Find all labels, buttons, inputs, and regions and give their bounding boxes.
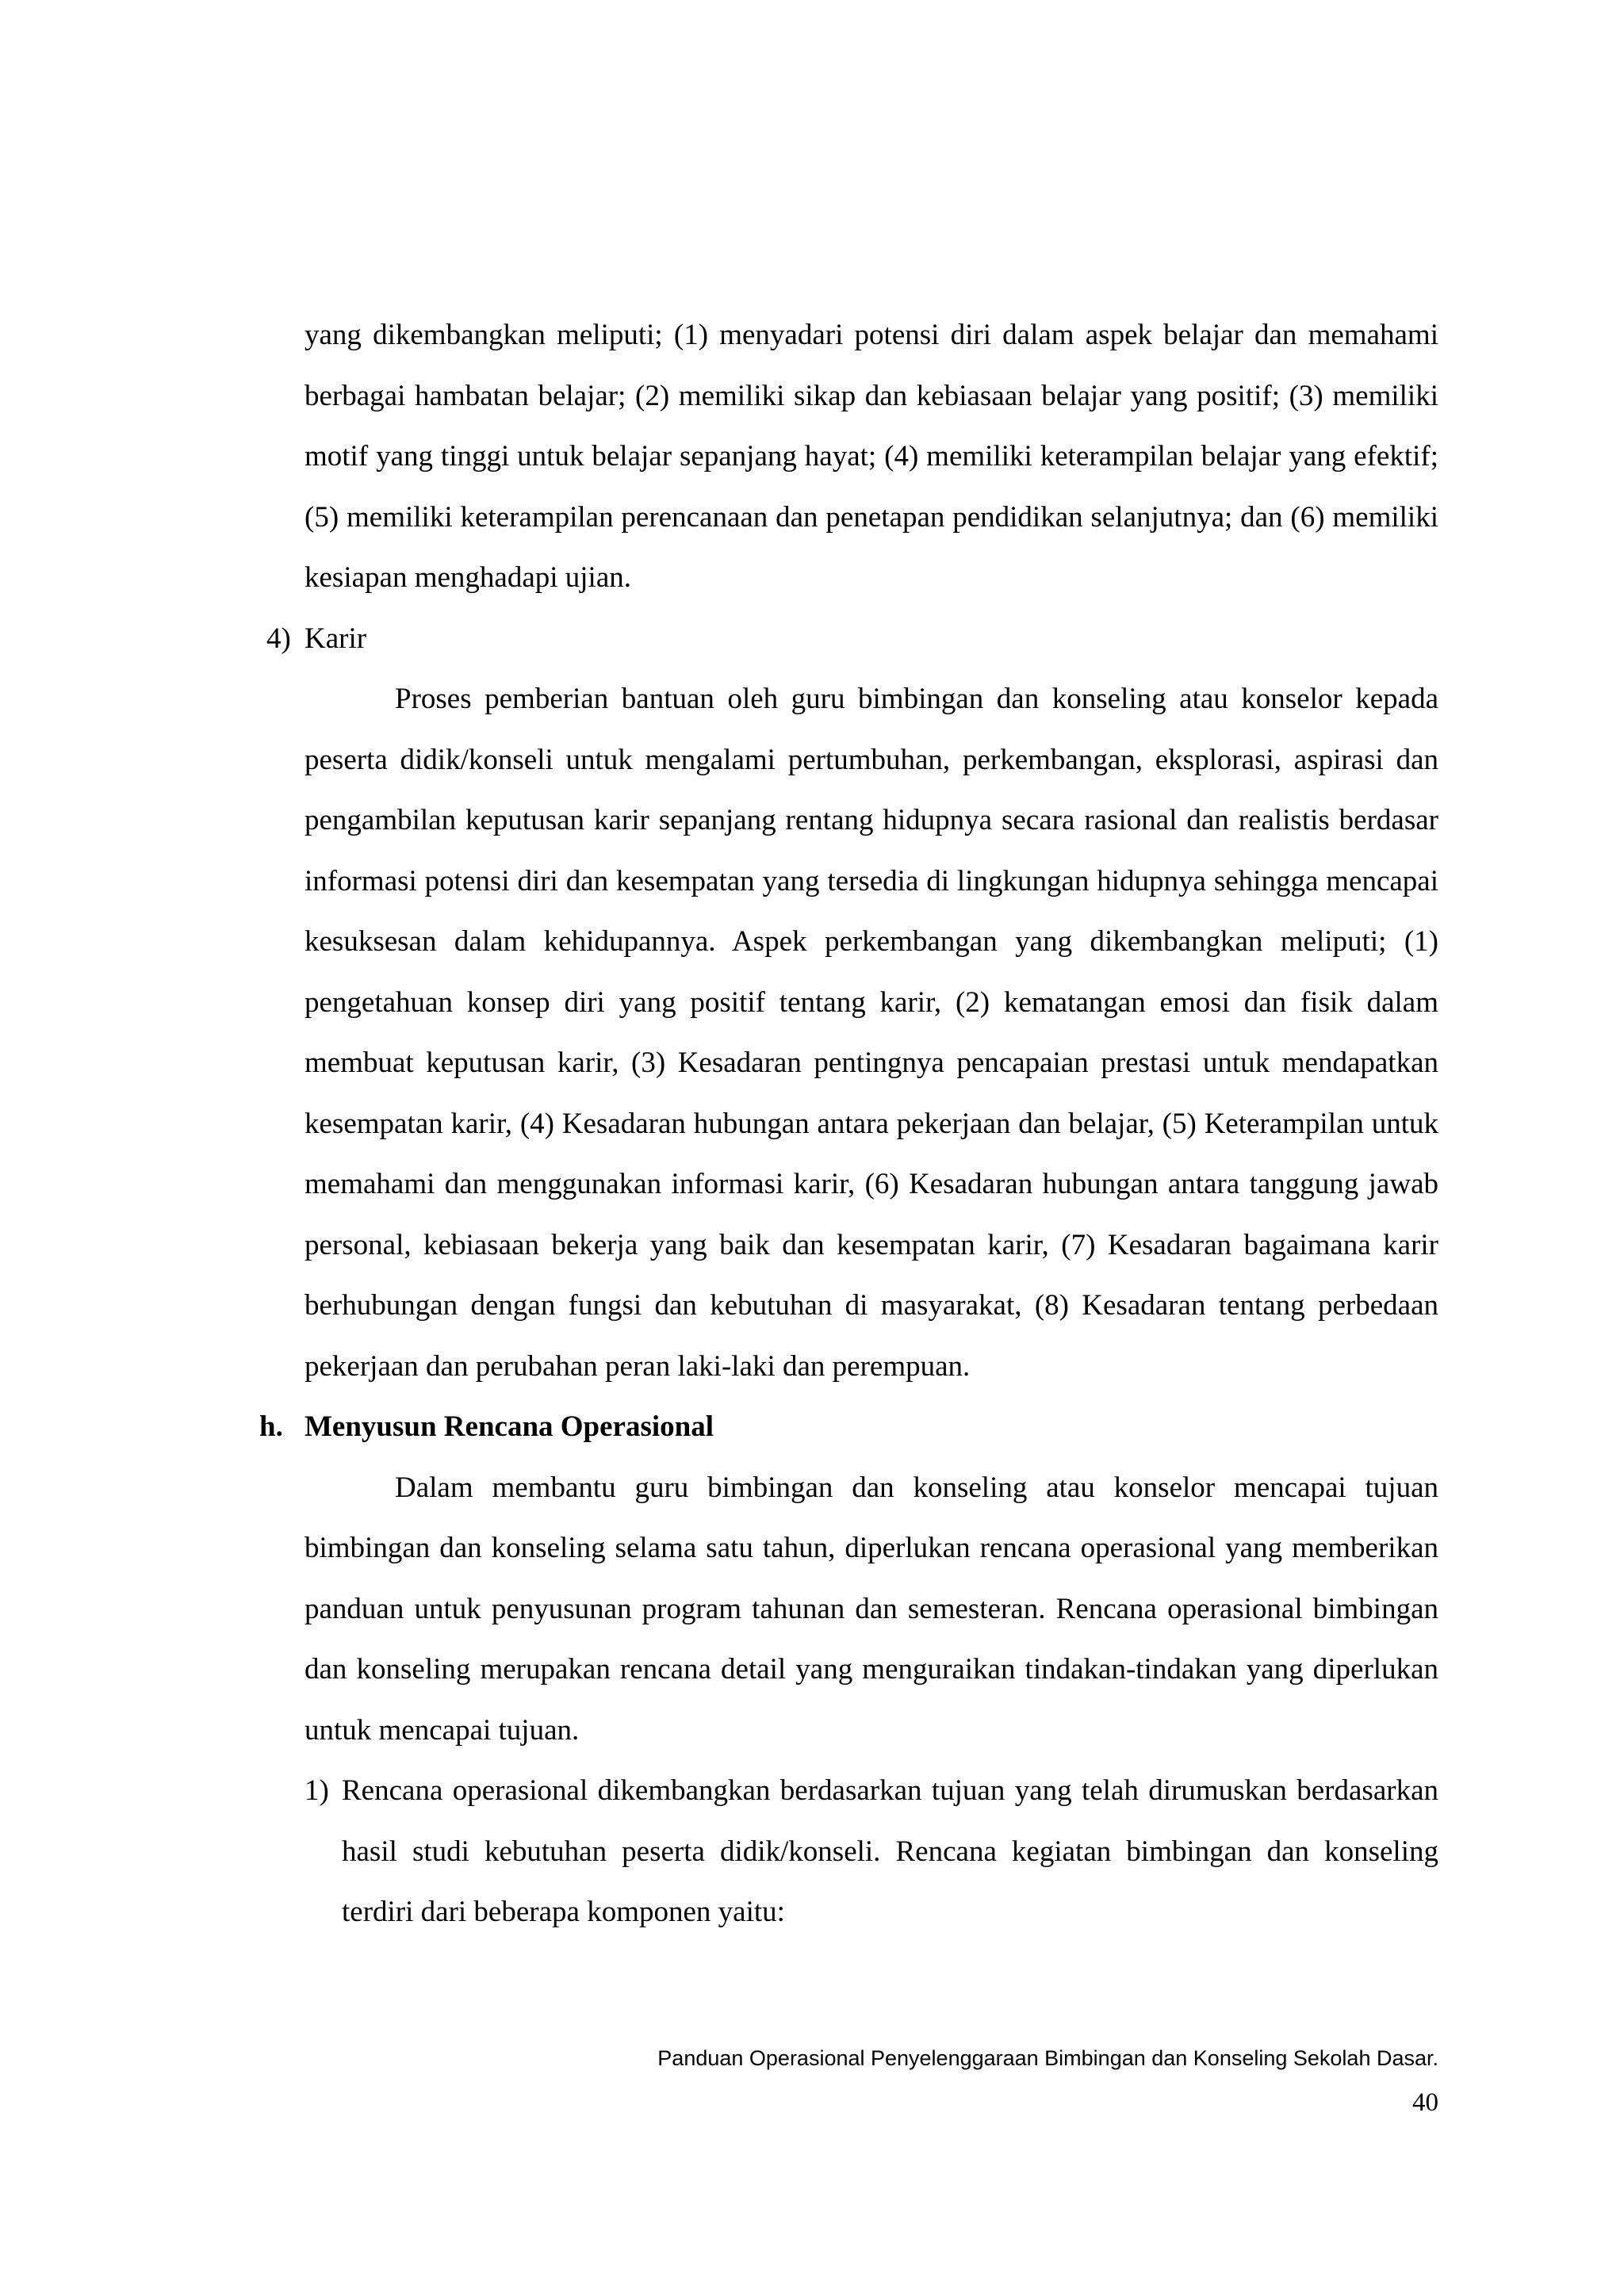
section-h-item-number: 1) (304, 1774, 329, 1807)
section-h-heading (259, 1397, 1438, 1458)
section-h-paragraph: Dalam membantu guru bimbingan dan konseling atau konselor mencapai tujuan bimbingan dan konseling selama satu tahun, diperlukan rencana operasional yang memberikan panduan untuk penyusunan program tahunan dan semesteran. Rencana operasional bimbingan dan konseling merupakan rencana detail yang menguraikan tindakan-tindakan yang diperlukan untuk mencapai tujuan. (304, 1471, 1438, 1747)
karir-item (266, 609, 1438, 1398)
page-footer (626, 2036, 1438, 2126)
karir-paragraph: Proses pemberian bantuan oleh guru bimbingan dan konseling atau konselor kepada peserta didik/konseli untuk mengalami pertumbuhan, perkembangan, eksplorasi, aspirasi dan pengambilan keputusan karir sepanjang rentang hidupnya secara rasional dan realistis berdasar informasi potensi diri dan kesempatan yang tersedia di lingkungan hidupnya sehingga mencapai kesuksesan dalam kehidupannya. Aspek perkembangan yang dikembangkan meliputi; (1) pengetahuan konsep diri yang positif tentang karir, (2) kematangan emosi dan fisik dalam membuat keputusan karir, (3) Kesadaran pentingnya pencapaian prestasi untuk mendapatkan kesempatan karir, (4) Kesadaran hubungan antara pekerjaan dan belajar, (5) Keterampilan untuk memahami dan menggunakan informasi karir, (6) Kesadaran hubungan antara tanggung jawab personal, kebiasaan bekerja yang baik dan kesempatan karir, (7) Kesadaran bagaimana karir berhubungan dengan fungsi dan kebutuhan di masyarakat, (8) Kesadaran tentang perbedaan pekerjaan dan perubahan peran laki-laki dan perempuan. (304, 683, 1438, 1383)
section-h-list-item (304, 1761, 1438, 1943)
page-number: 40 (1412, 2088, 1438, 2117)
footer-title: Panduan Operasional Penyelenggaraan Bimbingan dan Konseling Sekolah Dasar. (657, 2046, 1438, 2070)
karir-number: 4) (266, 622, 291, 655)
karir-title: Karir (304, 622, 367, 655)
section-h-item-text: Rencana operasional dikembangkan berdasarkan tujuan yang telah dirumuskan berdasarkan hasil studi kebutuhan peserta didik/konseli. Rencana kegiatan bimbingan dan konseling terdiri dari beberapa komponen yaitu: (342, 1774, 1438, 1928)
page-body (259, 305, 1438, 1943)
intro-paragraph: yang dikembangkan meliputi; (1) menyadari potensi diri dalam aspek belajar dan memahami berbagai hambatan belajar; (2) memiliki sikap dan kebiasaan belajar yang positif; (3) memiliki motif yang tinggi untuk belajar sepanjang hayat; (4) memiliki keterampilan belajar yang efektif; (5) memiliki keterampilan perencanaan dan penetapan pendidikan selanjutnya; dan (6) memiliki kesiapan menghadapi ujian. (304, 319, 1438, 594)
section-h-title: Menyusun Rencana Operasional (304, 1410, 714, 1443)
section-h-letter: h. (259, 1410, 283, 1443)
